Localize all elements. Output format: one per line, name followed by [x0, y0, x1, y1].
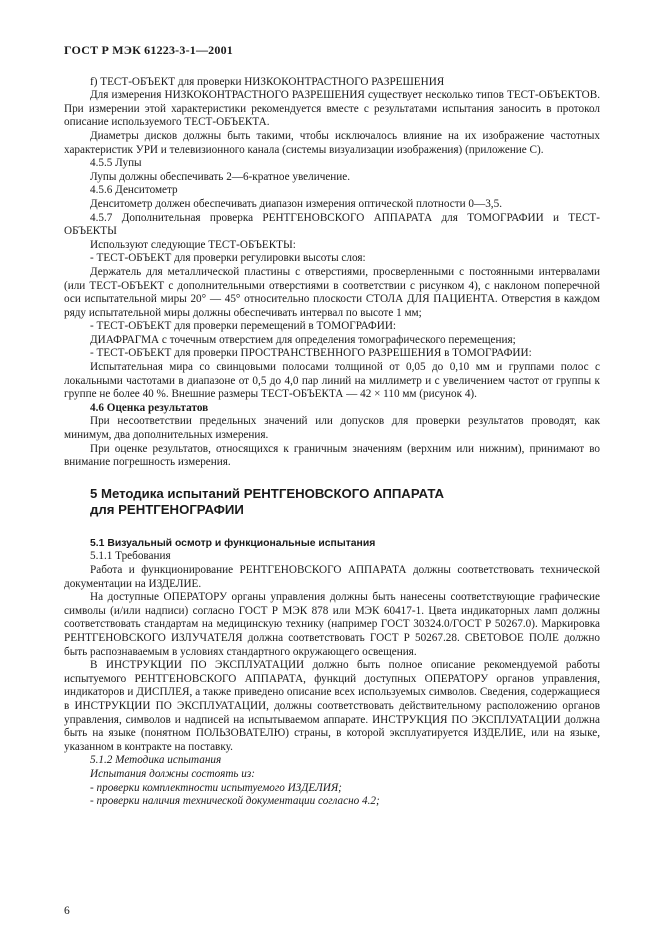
- paragraph-low-contrast-types: Для измерения НИЗКОКОНТРАСТНОГО РАЗРЕШЕНИЯ существует несколько типов ТЕСТ-ОБЪЕКТОВ. При измерении этой характеристики рекомендуется вместе с результатами испытания заносить в протокол описание используемого ТЕСТ-ОБЪЕКТА.: [64, 89, 600, 129]
- paragraph-holder: Держатель для металлической пластины с отверстиями, просверленными с постоянными интервалами (или ТЕСТ-ОБЪЕКТ с дополнительными отверстиями в соответствии с рисунком 4), с наклоном поперечной оси испытательной миры 20° — 45° относительно плоскости СТОЛА ДЛЯ ПАЦИЕНТА. Отверстия в каждом ряду испытательной миры должны обеспечивать интервал по высоте 1 мм;: [64, 265, 600, 319]
- paragraph-tests-consist: Испытания должны состоять из:: [90, 767, 255, 780]
- page-number: 6: [64, 905, 70, 917]
- heading-4-5-5: 4.5.5 Лупы: [90, 157, 142, 170]
- document-page: [64, 44, 600, 809]
- paragraph-diaphragm: ДИАФРАГМА с точечным отверстием для определения томографического перемещения;: [90, 333, 516, 346]
- section-5-title-line1: 5 Методика испытаний РЕНТГЕНОВСКОГО АППАРАТА: [90, 485, 445, 501]
- list-item-documentation: - проверки наличия технической документации согласно 4.2;: [90, 795, 380, 808]
- paragraph-nonconformity: При несоответствии предельных значений или допусков для проверки результатов проводят, как минимум, два дополнительных измерения.: [64, 415, 600, 442]
- list-item-spatial-resolution: - ТЕСТ-ОБЪЕКТ для проверки ПРОСТРАНСТВЕННОГО РАЗРЕШЕНИЯ в ТОМОГРАФИИ:: [90, 347, 532, 360]
- paragraph-operation: Работа и функционирование РЕНТГЕНОВСКОГО АППАРАТА должны соответствовать технической документации на ИЗДЕЛИЕ.: [64, 564, 600, 590]
- document-header: ГОСТ Р МЭК 61223-3-1—2001: [64, 43, 233, 57]
- paragraph-controls-symbols: На доступные ОПЕРАТОРУ органы управления должны быть нанесены соответствующие графические символы (и/или надписи) согласно ГОСТ Р МЭК 878 или МЭК 60417-1. Цвета индикаторных ламп должны соответствовать стандартам на медицинскую технику (например ГОСТ 30324.0/ГОСТ Р 50267.0). Маркировка РЕНТГЕНОВСКОГО ИЗЛУЧАТЕЛЯ должна соответствовать ГОСТ Р 50267.28. СВЕТОВОЕ ПОЛЕ должно быть распознаваемым в условиях стандартного окружающего освещения.: [64, 591, 600, 658]
- list-item-completeness: - проверки комплектности испытуемого ИЗДЕЛИЯ;: [90, 781, 342, 794]
- heading-4-5-6: 4.5.6 Денситометр: [90, 184, 178, 197]
- paragraph-densitometer: Денситометр должен обеспечивать диапазон измерения оптической плотности 0—3,5.: [90, 197, 502, 210]
- heading-5-1-2: 5.1.2 Методика испытания: [90, 754, 222, 767]
- section-5-title-line2: для РЕНТГЕНОГРАФИИ: [90, 502, 244, 518]
- paragraph-boundary-values: При оценке результатов, относящихся к граничным значениям (верхним или нижним), принимают во внимание погрешность измерения.: [64, 442, 600, 469]
- heading-5-1-1: 5.1.1 Требования: [90, 550, 171, 563]
- heading-5-1: 5.1 Визуальный осмотр и функциональные испытания: [90, 537, 376, 549]
- list-item-layer-height: - ТЕСТ-ОБЪЕКТ для проверки регулировки высоты слоя:: [90, 252, 366, 265]
- paragraph-test-objects-used: Используют следующие ТЕСТ-ОБЪЕКТЫ:: [90, 238, 296, 251]
- list-item-tomography-movement: - ТЕСТ-ОБЪЕКТ для проверки перемещений в ТОМОГРАФИИ:: [90, 320, 397, 333]
- paragraph-test-object-low-contrast: f) ТЕСТ-ОБЪЕКТ для проверки НИЗКОКОНТРАСТНОГО РАЗРЕШЕНИЯ: [90, 75, 445, 88]
- paragraph-disk-diameters: Диаметры дисков должны быть такими, чтобы исключалось влияние на их изображение частотных характеристик УРИ и телевизионного канала (системы визуализации изображения) (приложение С).: [64, 129, 600, 156]
- section-5-title: [64, 486, 600, 519]
- paragraph-instructions: В ИНСТРУКЦИИ ПО ЭКСПЛУАТАЦИИ должно быть полное описание рекомендуемой работы испытуемого РЕНТГЕНОВСКОГО АППАРАТА, функций доступных ОПЕРАТОРУ органов управления, индикаторов и ДИСПЛЕЯ, а также приведено описание всех используемых символов. Сведения, содержащиеся в ИНСТРУКЦИИ ПО ЭКСПЛУАТАЦИИ, должны соответствовать действительному расположению органов управления, символов и надписей на испытываемом аппарате. ИНСТРУКЦИЯ ПО ЭКСПЛУАТАЦИИ должна быть на языке (понятном ПОЛЬЗОВАТЕЛЮ) страны, в которой эксплуатируется ИЗДЕЛИЕ, или на языке, указанном в контракте на поставку.: [64, 659, 600, 753]
- paragraph-magnifiers: Лупы должны обеспечивать 2—6-кратное увеличение.: [90, 170, 351, 183]
- paragraph-test-pattern: Испытательная мира со свинцовыми полосами толщиной от 0,05 до 0,10 мм и группами полос с локальными частотами в диапазоне от 0,5 до 4,0 пар линий на миллиметр и с увеличением частот от группы к группе не более 40 %. Внешние размеры ТЕСТ-ОБЪЕКТА — 42 × 110 мм (рисунок 4).: [64, 361, 600, 401]
- heading-4-6: 4.6 Оценка результатов: [90, 401, 209, 414]
- heading-4-5-7: 4.5.7 Дополнительная проверка РЕНТГЕНОВСКОГО АППАРАТА для ТОМОГРАФИИ и ТЕСТ-ОБЪЕКТЫ: [64, 211, 600, 238]
